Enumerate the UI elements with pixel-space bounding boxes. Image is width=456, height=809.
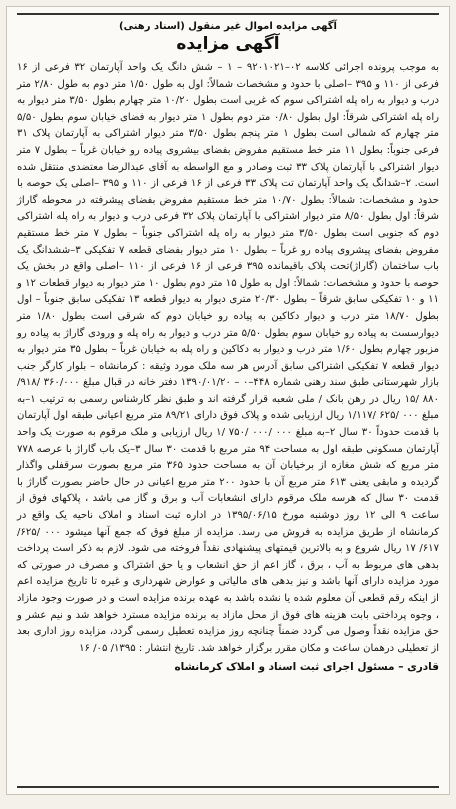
notice-page [6, 6, 450, 795]
notice-body [17, 60, 439, 657]
bottom-divider [17, 786, 439, 788]
notice-subtitle: آگهی مزایده اموال غیر منقول (اسناد رهنی) [119, 21, 337, 32]
top-divider [17, 13, 439, 15]
notice-body-text: به موجب پرونده اجرائی کلاسه ۰۲–۹۲۰۱۰۲۱ – ۱ – شش دانگ یک واحد آپارتمان ۳۲ فرعی از ۱۶ فرعی از ۱۱۰ و ۳۹۵ –اصلی با حدود و مشخصات شمالاً: اول به طول ۱/۵۰ متر دوم به طول ۲/۸۰ متر درب و دیوار به راه پله اشتراکی سوم که غربی است بطول ۱۰/۲۰ متر چهارم بطول ۳/۵۰ متر دیوار به راه پله اشتراکی شرقاً: اول بطول ۰/۸۰ متر دوم بطول ۱ متر دیوار به فضای خیابان سوم بطول ۵/۵۰ متر چهارم که شمالی است بطول ۱ متر پنجم بطول ۳/۵۰ متر دیوار اشتراکی به آپارتمان پلاک ۳۱ فرعی جنوباً: بطول ۱۱ متر خط مستقیم مفروض بفضای بیشروی پیاده رو خیابان غرباً – بطول ۷ متر دیوار اشتراکی با آپارتمان پلاک ۳۳ ثبت وصادر و مع الواسطه به آقای عبدالرضا معتضدی منتقل شده است. ۲–شدانگ یک واحد آپارتمان تت پلاک ۳۳ فرعی از ۱۶ فرعی از ۱۱۰ و ۳۹۵ –اصلی یک حوصه با حدود و مشخصات: شمالاً: بطول ۱۰/۷۰ متر خط مستقیم مفروض بفضای پیشرفته در محوطه گاراژ شرقاً: اول بطول ۸/۵۰ متر دیوار اشتراکی با آپارتمان پلاک ۳۲ فرعی درب و دیوار به راه پله اشتراکی دوم که جنوبی است بطول ۳/۵۰ متر دیوار به راه پله اشتراکی جنوباً – بطول ۷ متر خط مستقیم مفروض بفضای پیشروی پیاده رو غرباً – بطول ۱۰ متر دیوار بفضای قطعه ۷ تفکیکی ۳–ششدانگ یک باب ساختمان (گاراژ)تحت پلاک باقیمانده ۳۹۵ فرعی از ۱۶ فرعی از ۱۱۰ –اصلی واقع در بخش یک حوصه با حدود و مشخصات: شمالاً: اول به طول ۱۵ متر دوم بطول ۱۰ متر دیوار به دیوار قطعات ۱۲ و ۱۱ و ۱۰ تفکیکی سابق شرقاً – بطول ۲۰/۳۰ متری دیوار به دیوار قطعه ۱۳ تفکیکی سابق جنوباً – اول بطول ۱۸/۷۰ متر درب و دیوار دکاکین به پیاده رو خیابان دوم که شرقی است بطول ۱/۸۰ متر دیوارسست به پیاده رو خیابان سوم بطول ۵/۵۰ متر درب و دیوار به راه پله و ورودی گاراژ به پیاده رو مزبور چهارم بطول ۱/۶۰ متر درب و دیوار به دکاکین و راه پله به خیابان غرباً – بطول ۳۵ متر دیوار به دیوار قطعه ۷ تفکیکی اشتراکی سابق آدرس هر سه ملک مورد وثیقه : کرمانشاه – بلوار کارگر جنب بازار شهرستانی طبق سند رهنی شماره ۴۴۸–۰ – ۱۳۹۰/۰۱/۲۰ دفتر خانه در قبال مبلغ ۳۶۰/۰۰۰ /۹۱۸/ ۸۸۰ /۱۵ ریال در رهن بانک / ملی شعبه قرار گرفته اند و طبق نظر کارشناس رسمی به ترتیب ۱–به مبلغ ۰۰۰ /۶۲۵ /۱/۱۱۷ ریال ارزیابی شده و پلاک فوق دارای ۸۹/۲۱ متر مربع اعیانی طبقه اول آپارتمان با قدمت حدوداً ۳۰ سال ۲–به مبلغ ۰۰۰ /۰۰۰ /۷۵۰ /۱ ریال ارزیابی و ملک مرقوم به صورت یک واحد آپارتمان مسکونی طبقه اول به مساحت ۹۴ متر مربع با قدمت ۳۰ سال ۳–یک باب گاراژ با عرصه ۷۷۸ متر مربع که شش مغازه از برخیابان آن به مساحت حدود ۳۶۵ متر مربع بصورت سرقفلی واگذار گردیده و مابقی یعنی ۶۱۳ متر مربع آن با حدود ۲۰۰ متر مربع اعیانی در حال حاضر بصورت گاراژ با قدمت ۳۰ سال که هرسه ملک مرقوم دارای انشعابات آب و برق و گاز می باشد ، پلاکهای فوق از ساعت ۹ الی ۱۲ روز دوشنبه مورخ ۱۳۹۵/۰۶/۱۵ در اداره ثبت اسناد و املاک ناحیه یک واقع در کرمانشاه از طریق مزایده به فروش می رسد. مزایده از مبلغ فوق که جمع آنها میشود ۰۰۰ /۶۲۵/ ۶۱۷/ ۱۷ ریال شروع و به بالاترین قیمتهای پیشنهادی نقداً فروخته می شود. لازم به ذکر است پرداخت بدهی های مربوط به آب ، برق ، گاز اعم از حق انشعاب و یا حق اشتراک و مصرف در صورتی که مورد مزایده دارای آنها باشد و نیز بدهی های مالیاتی و عوارض شهرداری و غیره تا تاریخ مزایده اعم از اینکه رقم قطعی آن معلوم شده یا نشده باشد به عهده برنده مزایده است و در صورت وجود مازاد ، وجوه پرداختی بابت هزینه های فوق از محل مازاد به برنده مزایده مسترد خواهد شد و نیم عشر و حق مزایده نقداً وصول می گردد ضمناً چنانچه روز مزایده تعطیل رسمی گردد، مزایده روز اداری بعد از تعطیلی درهمان ساعت و مکان مقرر برگزار خواهد شد. [17, 62, 440, 654]
publish-date: تاریخ انتشار : ۱۳۹۵/ ۰۵/ ۱۶ [79, 642, 195, 654]
notice-signature: قادری – مسئول اجرای ثبت اسناد و املاک کرمانشاه [174, 661, 439, 674]
notice-title: آگهی مزایده [176, 34, 280, 54]
